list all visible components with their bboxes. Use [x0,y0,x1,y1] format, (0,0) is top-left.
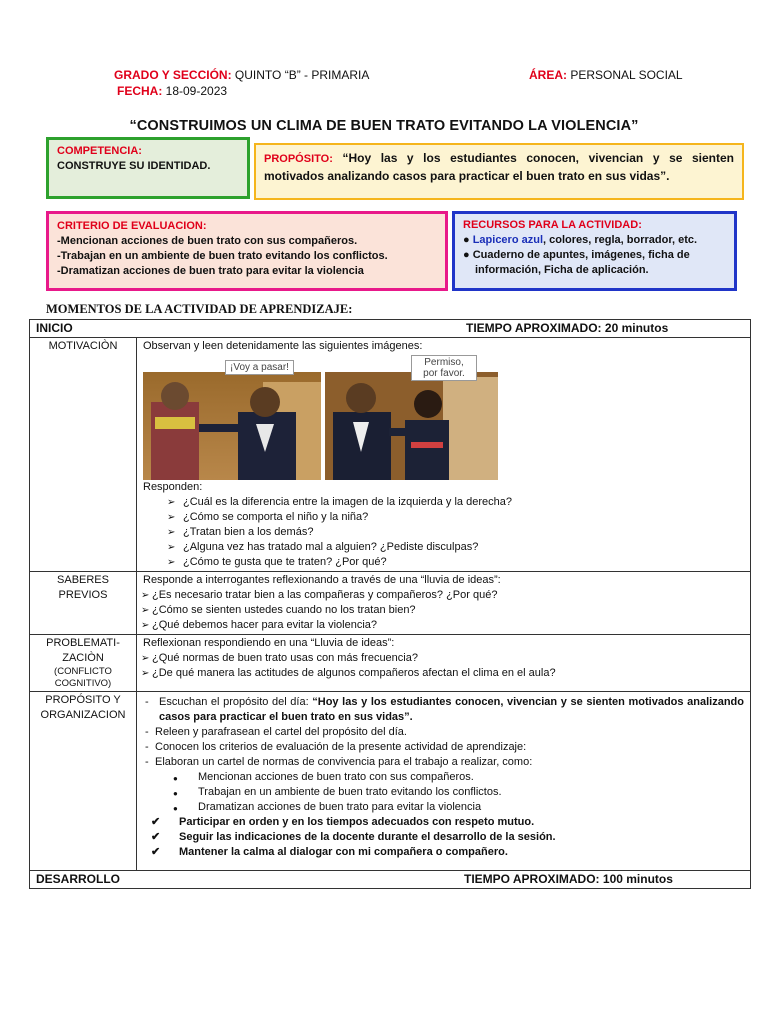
competencia-box [46,137,250,199]
recursos-item-rest: , colores, regla, borrador, etc. [543,234,698,246]
proposito-value: “Hoy las y los estudiantes conocen, vivencian y se sienten motivados analizando casos para practicar el buen trato en sus vidas”. [264,151,734,183]
proposito-org-checks [143,815,744,860]
list-item: - Conocen los criterios de evaluación de la presente actividad de aprendizaje: [145,740,744,755]
problematizacion-label-3: (CONFLICTO COGNITIVO) [54,666,112,689]
problematizacion-questions [141,651,744,681]
list-item: ➢ ¿Qué normas de buen trato usas con más frecuencia? [141,651,744,666]
list-item: ✔ Seguir las indicaciones de la docente durante el desarrollo de la sesión. [149,830,744,845]
inicio-tiempo: TIEMPO APROXIMADO: 20 minutos [466,321,669,335]
motivacion-questions [167,495,744,570]
problematizacion-row [30,635,751,692]
recursos-item: ● Lapicero azul, colores, regla, borrador, etc. [463,234,698,246]
proposito-org-label-1: PROPÓSITO Y [45,694,121,706]
problematizacion-label [30,635,137,692]
list-item: ✔ Mantener la calma al dialogar con mi compañera o compañero. [149,845,744,860]
saberes-intro: Responde a interrogantes reflexionando a través de una “lluvia de ideas”: [143,574,501,586]
recursos-box [452,211,737,291]
responden-label: Responden: [143,481,203,493]
saberes-questions [141,588,744,633]
proposito-org-row [30,692,751,871]
proposito-org-bullets [143,770,744,815]
competencia-value: CONSTRUYE SU IDENTIDAD. [57,160,211,172]
motivacion-row [30,338,751,572]
list-item: ➢ ¿Cómo te gusta que te traten? ¿Por qué? [167,555,744,570]
criterio-item: -Mencionan acciones de buen trato con sus compañeros. [57,235,358,247]
competencia-label: COMPETENCIA: [57,145,142,157]
motivacion-label: MOTIVACIÒN [30,338,137,572]
saberes-label [30,572,137,635]
inicio-row [30,320,751,338]
problematizacion-intro: Reflexionan respondiendo en una “Lluvia de ideas”: [143,637,395,649]
students-photo-illustration [143,372,498,480]
saberes-label-2: PREVIOS [58,589,108,601]
problematizacion-label-1: PROBLEMATI- [46,637,120,649]
page-title: “CONSTRUIMOS UN CLIMA DE BUEN TRATO EVITANDO LA VIOLENCIA” [129,118,639,134]
recursos-label: RECURSOS PARA LA ACTIVIDAD: [463,219,642,231]
saberes-label-1: SABERES [57,574,109,586]
recursos-item-blue: Lapicero azul [472,234,543,246]
fecha-value: 18-09-2023 [162,84,228,98]
list-item: ➢ ¿Cómo se sienten ustedes cuando no los tratan bien? [141,603,744,618]
fecha-line [117,84,227,99]
fecha-label: FECHA: [117,84,163,98]
criterio-item: -Dramatizan acciones de buen trato para evitar la violencia [57,265,364,277]
motivacion-intro: Observan y leen detenidamente las siguientes imágenes: [143,340,423,352]
area-value: PERSONAL SOCIAL [567,68,683,82]
proposito-org-label-2: ORGANIZACION [40,709,126,721]
recursos-item: ● Cuaderno de apuntes, imágenes, ficha de información, Ficha de aplicación. [463,249,690,276]
list-item: ➢ ¿Alguna vez has tratado mal a alguien? ¿Pediste disculpas? [167,540,744,555]
saberes-row [30,572,751,635]
proposito-org-label [30,692,137,871]
activity-table [29,319,751,889]
proposito-box [254,143,744,200]
list-item: ● Dramatizan acciones de buen trato para evitar la violencia [173,800,744,815]
list-item: ➢ ¿Qué debemos hacer para evitar la violencia? [141,618,744,633]
area-label: ÁREA: [529,68,567,82]
criterio-box [46,211,448,291]
area-line [529,68,683,83]
list-item: ➢ ¿Es necesario tratar bien a las compañeras y compañeros? ¿Por qué? [141,588,744,603]
list-item: ➢ ¿Cuál es la diferencia entre la imagen de la izquierda y la derecha? [167,495,744,510]
list-item: - Elaboran un cartel de normas de convivencia para el trabajo a realizar, como: [145,755,744,770]
desarrollo-tiempo: TIEMPO APROXIMADO: 100 minutos [464,872,673,886]
students-photo [143,357,498,482]
list-item [145,695,744,725]
list-item: ➢ ¿Tratan bien a los demás? [167,525,744,540]
problematizacion-label-2: ZACIÒN [62,652,104,664]
grado-label: GRADO Y SECCIÓN: [114,68,232,82]
proposito-org-list [145,695,744,770]
grado-value: QUINTO “B” - PRIMARIA [231,68,370,82]
moments-title: MOMENTOS DE LA ACTIVIDAD DE APRENDIZAJE: [46,302,353,316]
list-item: ● Trabajan en un ambiente de buen trato evitando los conflictos. [173,785,744,800]
inicio-label: INICIO [36,321,73,335]
criterio-item: -Trabajan en un ambiente de buen trato evitando los conflictos. [57,250,388,262]
proposito-org-line1-b: “Hoy las y los estudiantes conocen, vivencian y se sienten motivados analizando casos para practicar el buen trato en sus vidas”. [159,696,744,723]
speech-bubble-right: Permiso, por favor. [411,355,477,381]
list-item: ✔ Participar en orden y en los tiempos adecuados con respeto mutuo. [149,815,744,830]
desarrollo-label: DESARROLLO [36,872,120,886]
recursos-item-2: Cuaderno de apuntes, imágenes, ficha de información, Ficha de aplicación. [472,249,690,276]
desarrollo-row [30,871,751,889]
grado-line [114,68,369,83]
list-item: ➢ ¿De qué manera las actitudes de algunos compañeros afectan el clima en el aula? [141,666,744,681]
speech-bubble-left: ¡Voy a pasar! [225,360,294,375]
criterio-label: CRITERIO DE EVALUACION: [57,220,207,232]
proposito-label: PROPÓSITO: [264,153,333,165]
proposito-org-line1-a: Escuchan el propósito del día: [159,696,313,708]
list-item: ➢ ¿Cómo se comporta el niño y la niña? [167,510,744,525]
list-item: - Releen y parafrasean el cartel del propósito del día. [145,725,744,740]
list-item: ● Mencionan acciones de buen trato con sus compañeros. [173,770,744,785]
